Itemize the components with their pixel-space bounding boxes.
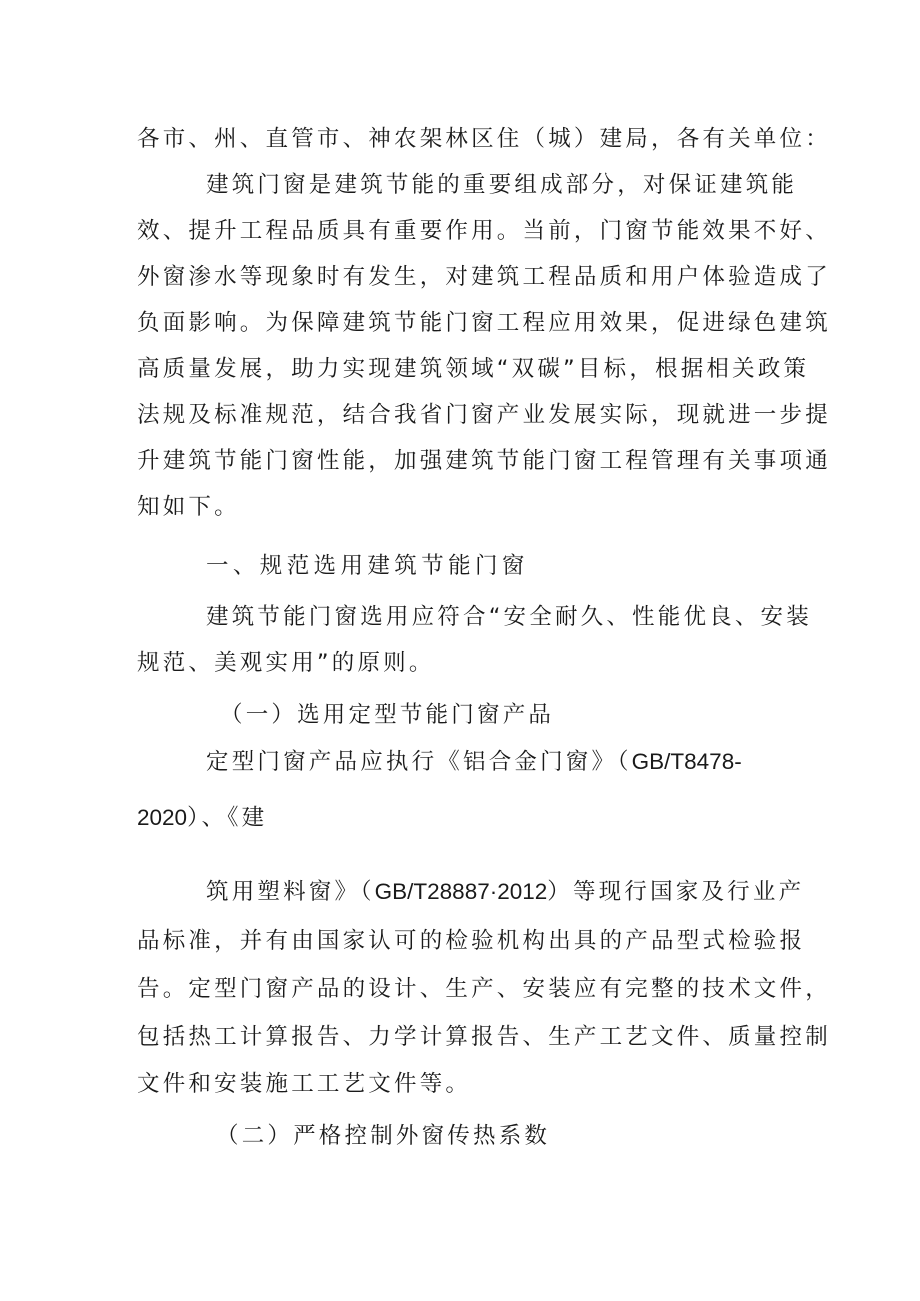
section-heading: 一、规范选用建筑节能门窗	[206, 553, 529, 579]
standard-code: GB/T8478-	[631, 749, 742, 774]
standard-code: GB/T28887·2012	[374, 879, 548, 904]
text-run: 定型门窗产品应执行《铝合金门窗》（	[206, 749, 632, 775]
text-run: ）、《建	[187, 805, 268, 831]
subsection-heading: （二）严格控制外窗传热系数	[216, 1123, 551, 1149]
intro-line: 升建筑节能门窗性能，加强建筑节能门窗工程管理有关事项通	[137, 448, 831, 474]
subsection-heading: （一）选用定型节能门窗产品	[220, 702, 555, 728]
section-paragraph-line: 建筑节能门窗选用应符合“安全耐久、性能优良、安装	[206, 604, 812, 630]
intro-line: 效、提升工程品质具有重要作用。当前，门窗节能效果不好、	[137, 218, 831, 244]
subsection-paragraph-line: 文件和安装施工工艺文件等。	[137, 1071, 472, 1097]
intro-line: 外窗渗水等现象时有发生，对建筑工程品质和用户体验造成了	[137, 264, 831, 290]
salutation: 各市、州、直管市、神农架林区住（城）建局，各有关单位：	[137, 126, 831, 152]
subsection-paragraph-line	[206, 747, 742, 777]
intro-line: 知如下。	[137, 494, 240, 520]
intro-line: 高质量发展，助力实现建筑领域“双碳”目标，根据相关政策	[137, 356, 810, 382]
intro-line: 法规及标准规范，结合我省门窗产业发展实际，现就进一步提	[137, 402, 831, 428]
text-run: ）等现行国家及行业产	[547, 879, 805, 905]
subsection-paragraph-line	[137, 803, 267, 833]
intro-line: 负面影响。为保障建筑节能门窗工程应用效果，促进绿色建筑	[137, 310, 831, 336]
standard-code: 2020	[137, 805, 188, 830]
subsection-paragraph-line: 告。定型门窗产品的设计、生产、安装应有完整的技术文件，	[137, 976, 831, 1002]
intro-line: 建筑门窗是建筑节能的重要组成部分，对保证建筑能	[206, 172, 798, 198]
subsection-paragraph-line: 包括热工计算报告、力学计算报告、生产工艺文件、质量控制	[137, 1024, 831, 1050]
subsection-paragraph-line: 品标准，并有由国家认可的检验机构出具的产品型式检验报	[137, 928, 806, 954]
section-paragraph-line: 规范、美观实用”的原则。	[137, 650, 435, 676]
subsection-paragraph-line	[206, 877, 804, 907]
text-run: 筑用塑料窗》（	[206, 879, 375, 905]
